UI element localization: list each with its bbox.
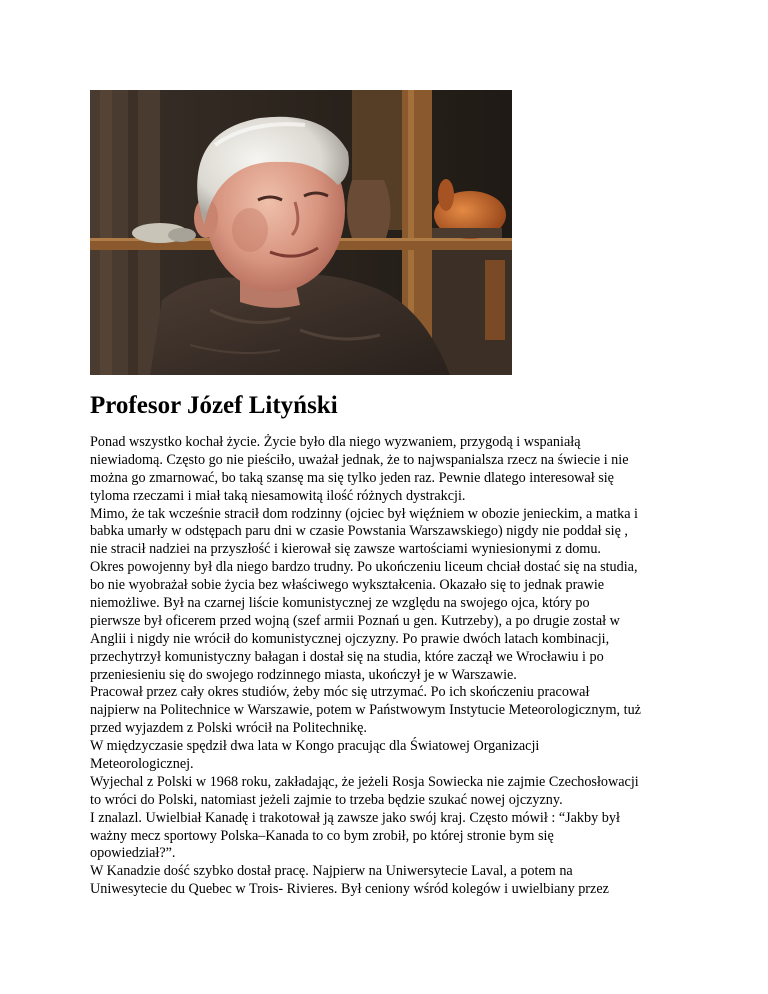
text-line: Ponad wszystko kochał życie. Życie było dla niego wyzwaniem, przygodą i wspaniałą xyxy=(90,434,581,450)
text-line: ważny mecz sportowy Polska–Kanada to co bym zrobił, po której stronie bym się xyxy=(90,827,554,844)
portrait-image xyxy=(90,90,512,375)
text-line: Meteorologicznej. xyxy=(90,756,194,773)
text-line: Mimo, że tak wcześnie stracił dom rodzinny (ojciec był więźniem w obozie jenieckim, a matka i xyxy=(90,505,638,522)
text-line: można go zmarnować, bo taką szansę ma się tylko jeden raz. Pewnie dlatego interesował się xyxy=(90,469,614,486)
text-line: Okres powojenny był dla niego bardzo trudny. Po ukończeniu liceum chciał dostać się na studia, xyxy=(90,559,638,576)
text-line: W Kanadzie dość szybko dostał pracę. Najpierw na Uniwersytecie Laval, a potem na xyxy=(90,863,573,880)
text-line: to wróci do Polski, natomiast jeżeli zajmie to trzeba będzie szukać nowej ojczyzny. xyxy=(90,791,563,808)
text-line: opowiedział?”. xyxy=(90,845,176,862)
text-line: W międzyczasie spędził dwa lata w Kongo pracując dla Światowej Organizacji xyxy=(90,738,540,755)
text-line: przed wyjazdem z Polski wrócił na Politechnikę. xyxy=(90,720,367,737)
text-line: niemożliwe. Był na czarnej liście komunistycznej ze względu na swojego ojca, który po xyxy=(90,595,590,612)
text-line: babka umarły w odstępach paru dni w czasie Powstania Warszawskiego) nigdy nie poddał się , xyxy=(90,523,628,540)
page-title: Profesor Józef Lityński xyxy=(90,392,338,419)
text-line: Pracował przez cały okres studiów, żeby móc się utrzymać. Po ich skończeniu pracował xyxy=(90,684,590,701)
text-line: przechytrzył komunistyczny bałagan i dostał się na studia, które zaczął we Wrocławiu i po xyxy=(90,648,604,665)
text-line: pierwsze był oficerem przed wojną (szef armii Poznań u gen. Kutrzeby), a po drugie został w xyxy=(90,612,620,629)
biography-text xyxy=(90,434,710,899)
text-line: Anglii i nigdy nie wrócił do komunistycznej ojczyzny. Po prawie dwóch latach kombinacji, xyxy=(90,630,610,647)
portrait-photo xyxy=(90,90,512,375)
text-line: niewiadomą. Często go nie pieściło, uważał jednak, że to najwspanialsza rzecz na świecie i nie xyxy=(90,451,629,468)
text-line: I znalazl. Uwielbiał Kanadę i trakotował ją zawsze jako swój kraj. Często mówił : “Jakby był xyxy=(90,809,620,826)
text-line: najpierw na Politechnice w Warszawie, potem w Państwowym Instytucie Meteorologicznym, tuż xyxy=(90,702,641,719)
text-line: bo nie wyobrażał sobie życia bez właściwego wykształcenia. Okazało się to jednak prawie xyxy=(90,577,605,594)
text-line: nie stracił nadziei na przyszłość i kierował się zawsze wartościami wyniesionymi z domu. xyxy=(90,541,601,558)
text-line: przeniesieniu się do swojego rodzinnego miasta, ukończył je w Warszawie. xyxy=(90,666,517,683)
text-line: Wyjechal z Polski w 1968 roku, zakładając, że jeżeli Rosja Sowiecka nie zajmie Czechosłowacji xyxy=(90,773,639,790)
text-line: tyloma rzeczami i miał taką niesamowitą ilość różnych dystrakcji. xyxy=(90,487,466,504)
text-line: Uniwesytecie du Quebec w Trois- Rivieres. Był ceniony wśród kolegów i uwielbiany przez xyxy=(90,881,609,898)
